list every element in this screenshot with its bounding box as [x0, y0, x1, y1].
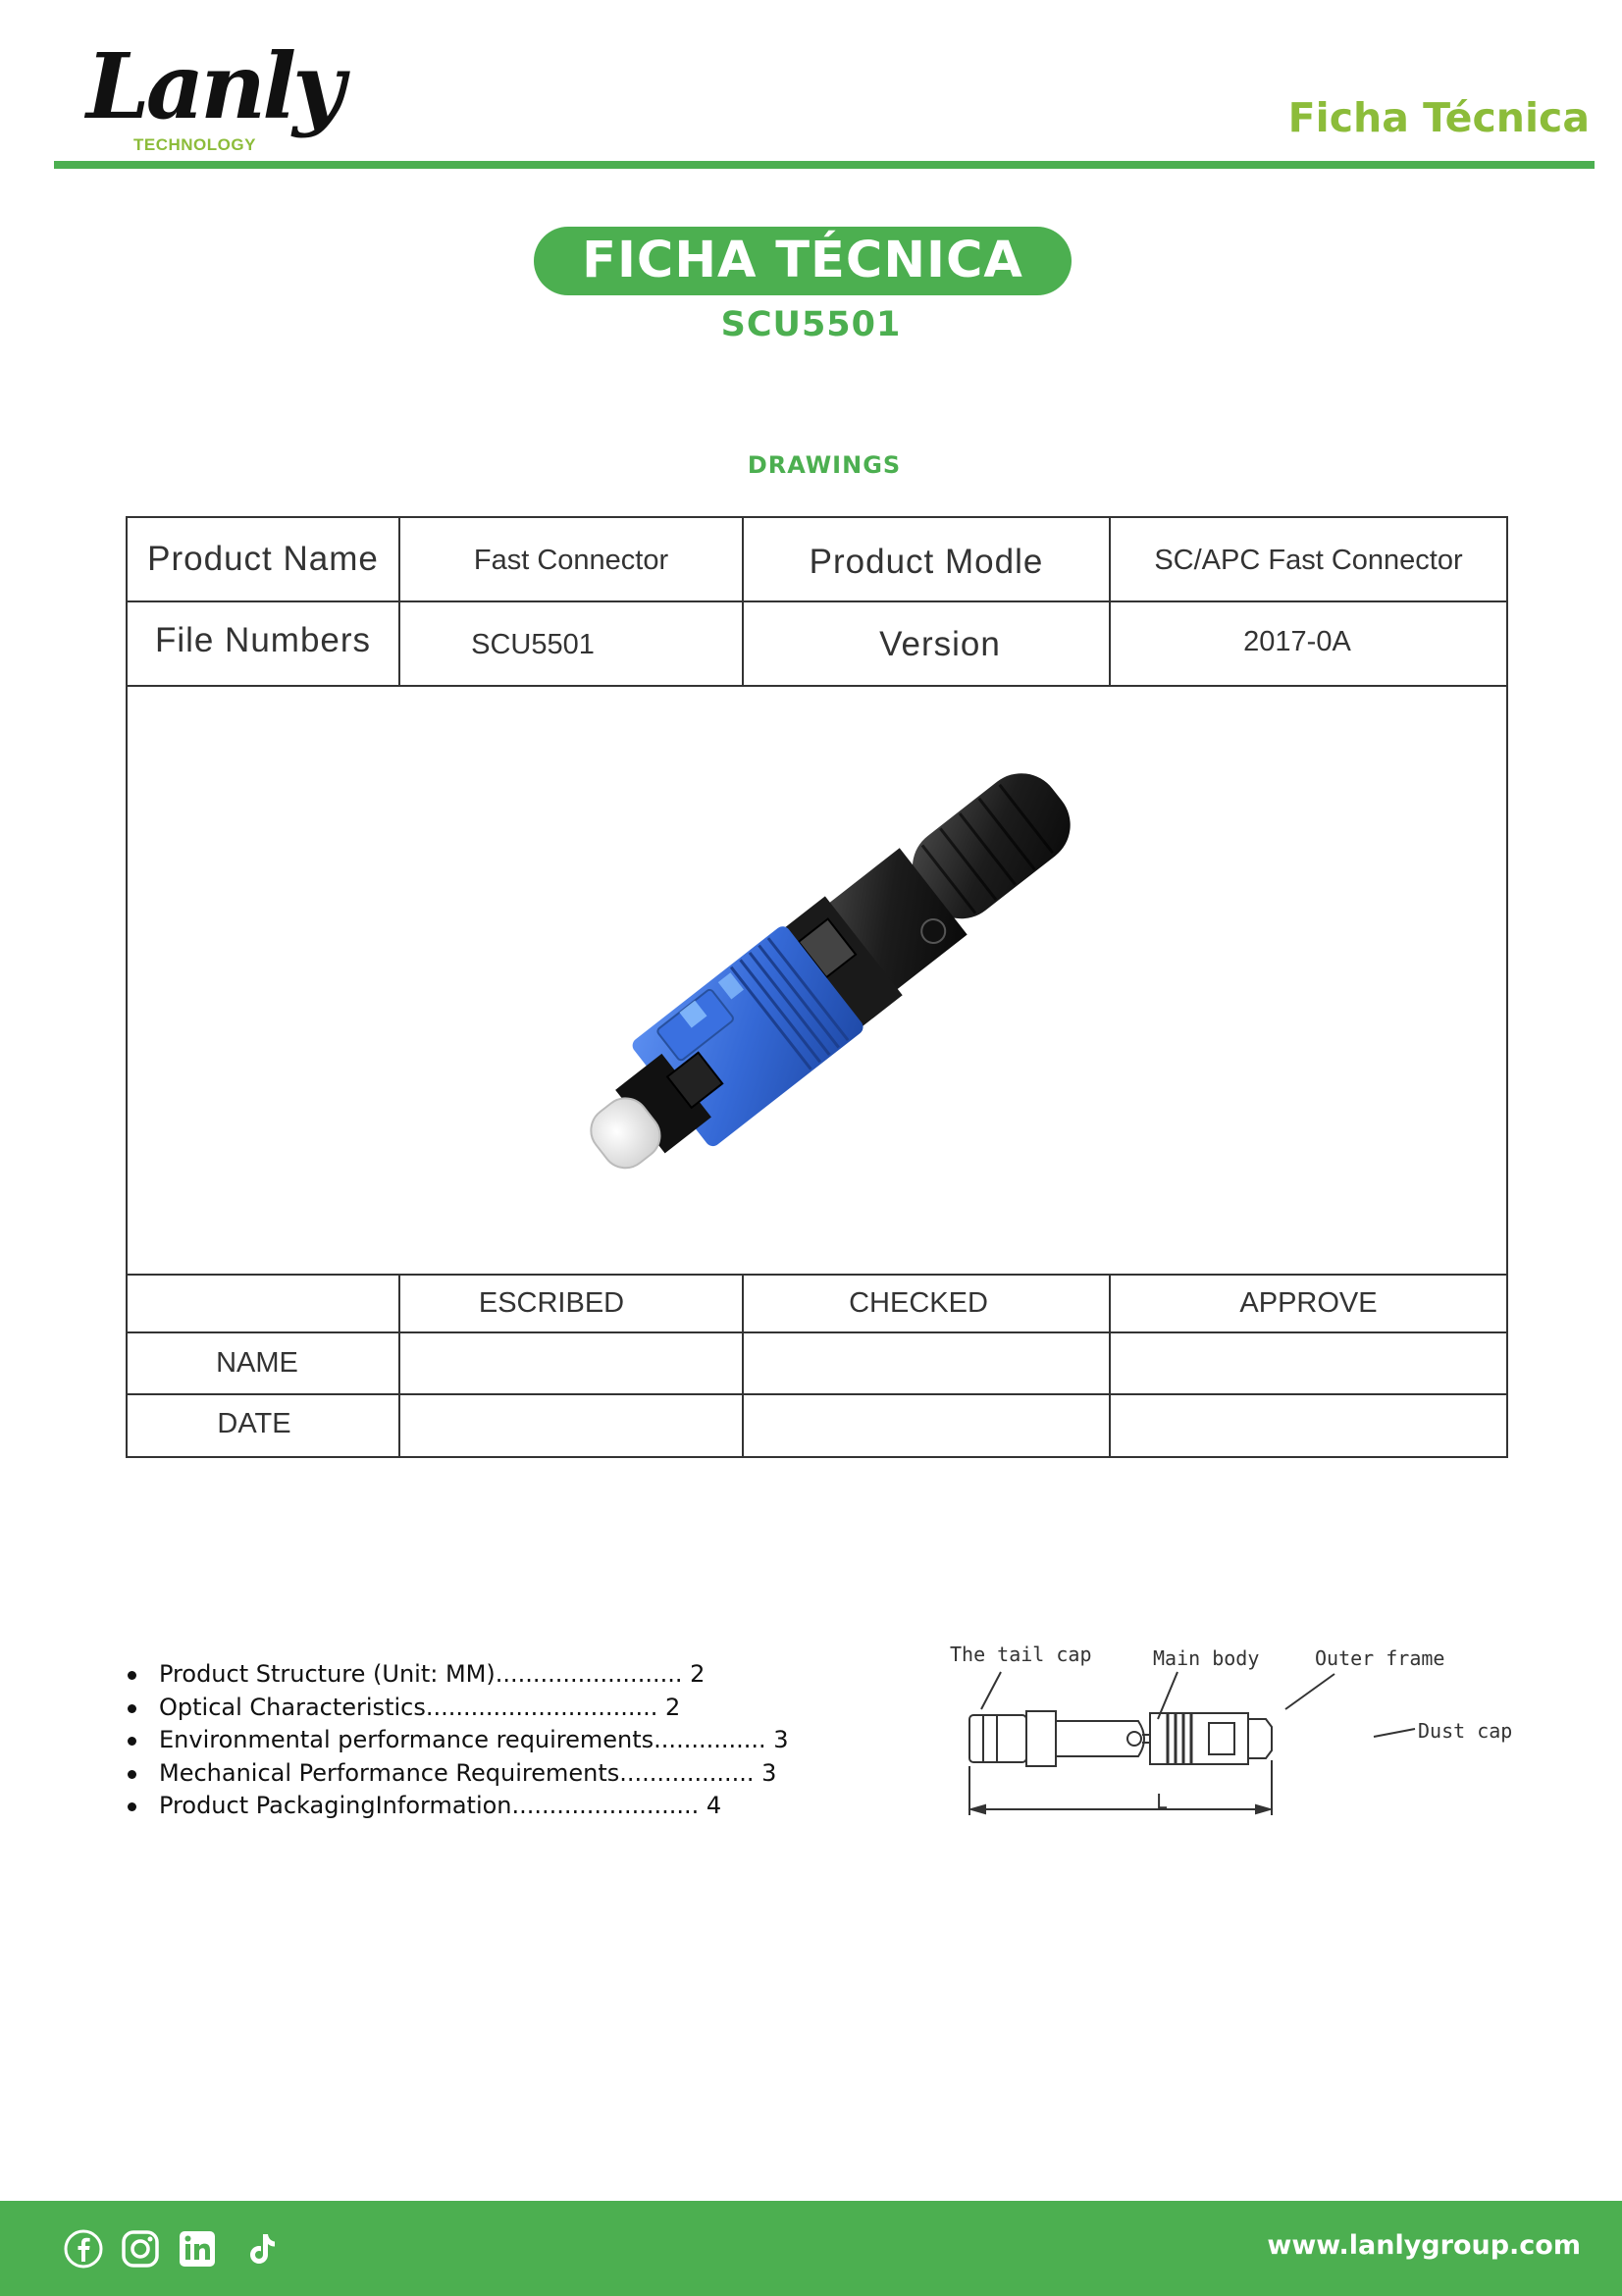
structure-diagram [942, 1639, 1531, 1835]
list-item: Environmental performance requirements............... 3 [128, 1724, 789, 1757]
instagram-icon[interactable] [120, 2228, 161, 2270]
row-date: DATE [217, 1407, 291, 1439]
value-version: 2017-0A [1243, 625, 1351, 657]
logo-wordmark: Lanly [86, 33, 341, 139]
label-length: L [1156, 1790, 1169, 1813]
footer-bar [0, 2201, 1622, 2296]
page-title: FICHA TÉCNICA [534, 227, 1072, 295]
list-item: Product PackagingInformation......................... 4 [128, 1790, 789, 1823]
contents-list [128, 1658, 789, 1823]
label-tail-cap: The tail cap [950, 1643, 1092, 1666]
label-file-numbers: File Numbers [154, 621, 372, 659]
label-dust-cap: Dust cap [1418, 1719, 1513, 1743]
list-item: Mechanical Performance Requirements.................. 3 [128, 1757, 789, 1791]
label-product-name: Product Name [147, 540, 379, 578]
section-heading: DRAWINGS [747, 451, 902, 479]
facebook-icon[interactable] [63, 2228, 104, 2270]
list-item: Product Structure (Unit: MM)......................... 2 [128, 1658, 789, 1692]
company-logo [86, 33, 341, 161]
document-type-label: Ficha Técnica [1287, 94, 1590, 141]
value-product-name: Fast Connector [473, 544, 669, 576]
website-link[interactable]: www.lanlygroup.com [1267, 2230, 1581, 2261]
value-file-numbers: SCU5501 [471, 628, 595, 660]
label-version: Version [879, 625, 1001, 663]
label-main-body: Main body [1153, 1646, 1260, 1670]
label-product-model: Product Modle [809, 543, 1044, 581]
tiktok-icon[interactable] [241, 2228, 283, 2270]
value-product-model: SC/APC Fast Connector [1154, 544, 1463, 576]
label-outer-frame: Outer frame [1315, 1646, 1445, 1670]
logo-subtitle: TECHNOLOGY [133, 135, 256, 154]
connector-outline-drawing [942, 1639, 1531, 1835]
header-divider [54, 161, 1595, 169]
list-item: Optical Characteristics............................... 2 [128, 1692, 789, 1725]
linkedin-icon[interactable] [177, 2228, 218, 2270]
connector-product-image [491, 706, 1177, 1236]
row-name: NAME [216, 1347, 298, 1379]
product-code: SCU5501 [720, 305, 902, 344]
column-escribed: ESCRIBED [478, 1287, 625, 1319]
column-checked: CHECKED [849, 1287, 988, 1319]
column-approve: APPROVE [1239, 1287, 1378, 1319]
